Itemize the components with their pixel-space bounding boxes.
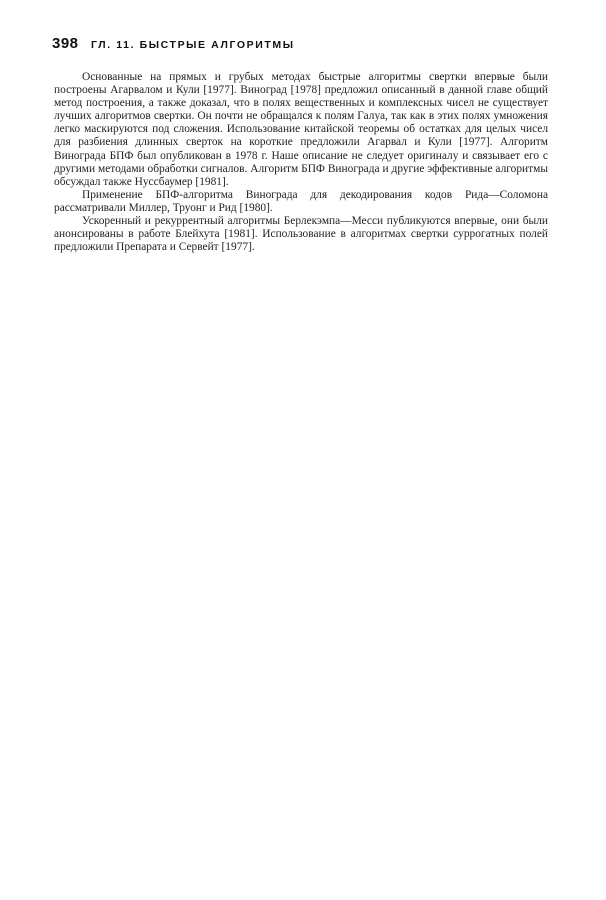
paragraph-reed-solomon: Применение БПФ-алгоритма Винограда для декодирования кодов Рида—Соломона рассматривали Миллер, Труонг и Рид [1980]. (54, 188, 548, 214)
running-head (52, 36, 552, 53)
body-text (54, 71, 548, 254)
page-number: 398 (52, 35, 79, 52)
paragraph-berlekamp-massey: Ускоренный и рекуррентный алгоритмы Берлекэмпа—Месси публикуются впервые, они были анонсированы в работе Блейхута [1981]. Использование в алгоритмах свертки суррогатных полей предложили Препарата и Сервейт [1977]. (54, 215, 548, 254)
paragraph-history: Основанные на прямых и грубых методах быстрые алгоритмы свертки впервые были построены Агарвалом и Кули [1977]. Виноград [1978] предложил описанный в данной главе общий метод построения, а также доказал, что в полях вещественных и комплексных чисел не существует лучших алгоритмов свертки. Он почти не обращался к полям Галуа, так как в этих полях умножения легко маскируются под сложения. Использование китайской теоремы об остатках для целых чисел для разбиения длинных сверток на короткие предложили Агарвал и Кули [1977]. Алгоритм Винограда БПФ был опубликован в 1978 г. Наше описание не следует оригиналу и связывает его с другими методами обработки сигналов. Алгоритм БПФ Винограда и другие эффективные алгоритмы обсуждал также Нуссбаумер [1981]. (54, 71, 548, 188)
chapter-title: ГЛ. 11. БЫСТРЫЕ АЛГОРИТМЫ (90, 39, 295, 51)
